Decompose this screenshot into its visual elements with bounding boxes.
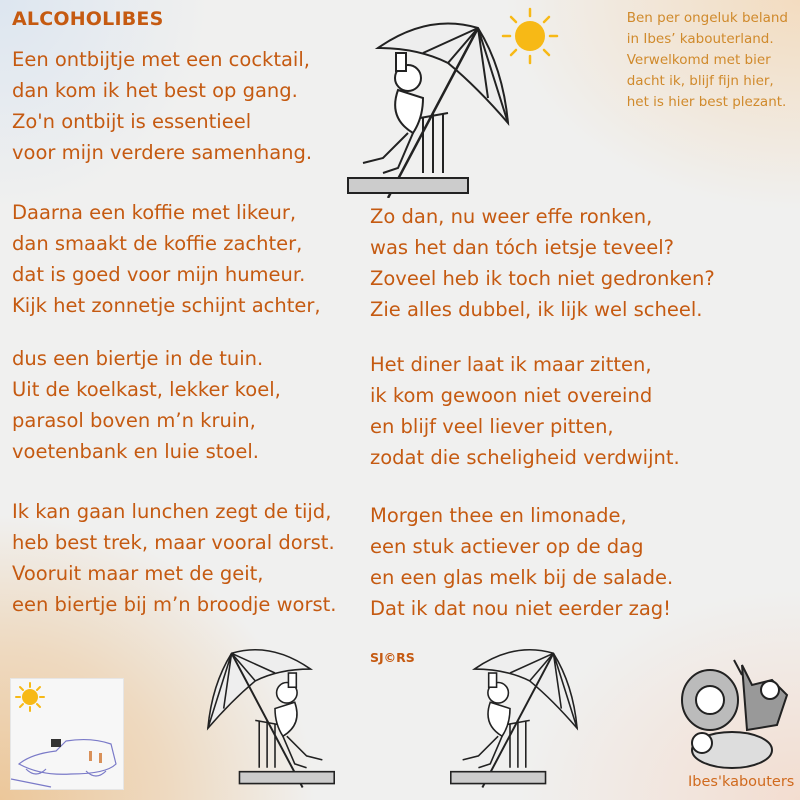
poem-line: was het dan tóch ietsje teveel? — [370, 236, 674, 259]
side-note-line: in Ibes’ kabouterland. — [626, 31, 774, 47]
stanza-right-1 — [370, 201, 715, 325]
signature: SJ©RS — [370, 650, 415, 665]
poem-line: Daarna een koffie met likeur, — [12, 201, 297, 224]
poem-line: dan kom ik het best op gang. — [12, 79, 298, 102]
poem-line: een stuk actiever op de dag — [370, 535, 644, 558]
poem-line: Ik kan gaan lunchen zegt de tijd, — [12, 500, 332, 523]
poem-line: dat is goed voor mijn humeur. — [12, 263, 306, 286]
stanza-right-2 — [370, 349, 680, 473]
brand-label: Ibes'kabouters — [688, 774, 795, 790]
poem-title: ALCOHOLIBES — [12, 8, 164, 30]
poem-line: en blijf veel liever pitten, — [370, 415, 614, 438]
car-sketch-card — [10, 678, 124, 790]
poem-line: voor mijn verdere samenhang. — [12, 141, 313, 164]
poem-line: parasol boven m’n kruin, — [12, 409, 256, 432]
stanza-left-1 — [12, 44, 312, 168]
poem-line: Vooruit maar met de geit, — [12, 562, 264, 585]
poem-line: Morgen thee en limonade, — [370, 504, 627, 527]
poem-line: Dat ik dat nou niet eerder zag! — [370, 597, 671, 620]
poem-line: Zo dan, nu weer effe ronken, — [370, 205, 653, 228]
poem-line: voetenbank en luie stoel. — [12, 440, 259, 463]
car-sketch-icon — [11, 679, 123, 789]
gnome-group-illustration — [672, 655, 797, 775]
parasol-man-illustration — [435, 630, 585, 795]
poem-line: Zo'n ontbijt is essentieel — [12, 110, 252, 133]
stanza-right-3 — [370, 500, 673, 624]
parasol-man-illustration — [328, 8, 518, 198]
poem-line: Zie alles dubbel, ik lijk wel scheel. — [370, 298, 703, 321]
side-note-line: Ben per ongeluk beland — [626, 10, 788, 26]
stanza-left-3 — [12, 343, 281, 467]
side-note-line: Verwelkomd met bier — [626, 52, 771, 68]
poem-line: Uit de koelkast, lekker koel, — [12, 378, 281, 401]
poem-line: Kijk het zonnetje schijnt achter, — [12, 294, 321, 317]
poem-line: Een ontbijtje met een cocktail, — [12, 48, 310, 71]
parasol-man-illustration — [200, 630, 350, 795]
poem-line: een biertje bij m’n broodje worst. — [12, 593, 337, 616]
stanza-left-2 — [12, 197, 321, 321]
side-note-line: dacht ik, blijf fijn hier, — [626, 73, 774, 89]
poem-line: en een glas melk bij de salade. — [370, 566, 674, 589]
poem-line: Het diner laat ik maar zitten, — [370, 353, 652, 376]
poem-line: zodat die scheligheid verdwijnt. — [370, 446, 680, 469]
poem-line: dus een biertje in de tuin. — [12, 347, 264, 370]
stanza-left-4 — [12, 496, 337, 620]
poem-line: Zoveel heb ik toch niet gedronken? — [370, 267, 715, 290]
poem-line: heb best trek, maar vooral dorst. — [12, 531, 335, 554]
poem-line: ik kom gewoon niet overeind — [370, 384, 653, 407]
side-note-line: het is hier best plezant. — [626, 94, 787, 110]
side-note — [627, 8, 788, 113]
poem-line: dan smaakt de koffie zachter, — [12, 232, 303, 255]
